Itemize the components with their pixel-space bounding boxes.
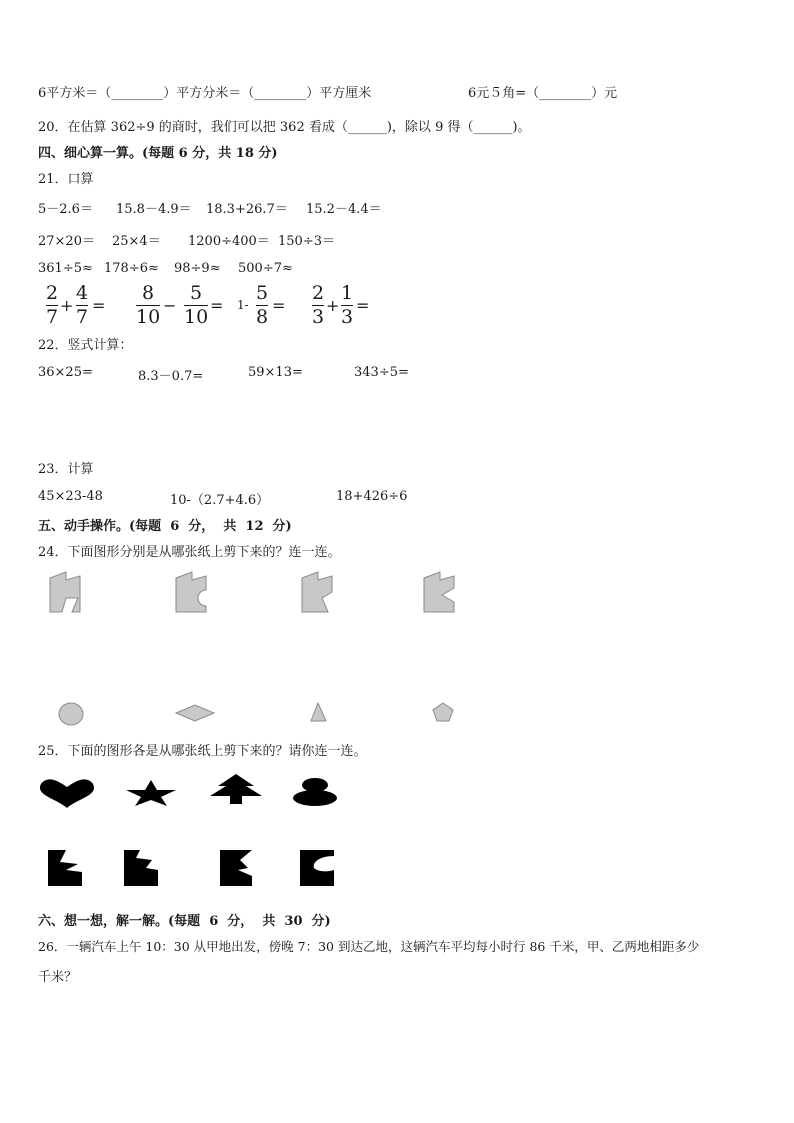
question-24: 24．下面图形分别是从哪张纸上剪下来的？连一连。 [38,545,341,560]
black-arrow-shape [206,772,266,806]
q21-row2-item3: 1200÷400＝ [188,234,270,249]
question-25: 25．下面的图形各是从哪张纸上剪下来的？请你连一连。 [38,744,367,759]
question-26-line2: 千米？ [38,970,78,985]
black-paper-curve-notch [298,848,336,888]
equals-sign: = [272,296,286,315]
q23-item3: 18+426÷6 [336,489,408,504]
fraction-8-10: 8 10 [136,282,161,328]
equals-sign: = [210,296,224,315]
q22-item2: 8.3－0.7= [138,369,204,384]
cut-paper-triangle-notch [298,568,338,616]
black-heart-shape [38,778,96,810]
q23-item1: 45×23-48 [38,489,103,504]
q22-item4: 343÷5= [354,365,409,380]
section-6-title: 六、想一想，解一解。(每题 6 分， 共 30 分) [38,914,331,929]
question-26-line1: 26．一辆汽车上午 10：30 从甲地出发，傍晚 7：30 到达乙地，这辆汽车平均每小时行 86 千米，甲、乙两地相距多少 [38,939,700,954]
q21-row2-item2: 25×4＝ [112,234,161,249]
q21-row2-item1: 27×20＝ [38,234,95,249]
black-star-shape [124,778,178,808]
q19-tail-area-conversion: 6平方米＝（________）平方分米＝（________）平方厘米 [38,86,372,101]
minus-sign: − [163,296,177,315]
gray-pentagon-shape [430,700,456,724]
plus-sign: + [60,296,74,315]
fraction-2-7: 2 7 [46,282,59,328]
fraction-5-8: 5 8 [256,282,269,328]
q21-row3-item4: 500÷7≈ [238,261,293,276]
black-paper-semicircle-notch [46,848,86,888]
one-minus: 1- [237,298,249,312]
cut-paper-circle-notch [172,568,212,616]
q19-tail-money-conversion: 6元５角=（________）元 [468,86,618,101]
q22-item3: 59×13= [248,365,303,380]
fraction-2-3: 2 3 [312,282,325,328]
q21-row1-item2: 15.8－4.9＝ [116,202,192,217]
fraction-5-10: 5 10 [184,282,209,328]
cut-paper-semicircle-notch [46,568,86,616]
equals-sign: = [92,296,106,315]
question-21-label: 21．口算 [38,172,94,187]
q21-row3-item1: 361÷5≈ [38,261,93,276]
equals-sign: = [356,296,370,315]
fraction-4-7: 4 7 [76,282,89,328]
black-paper-star-notch [218,848,258,888]
q21-row3-item2: 178÷6≈ [104,261,159,276]
section-5-title: 五、动手操作。(每题 6 分， 共 12 分) [38,519,292,534]
q21-row1-item1: 5－2.6＝ [38,202,93,217]
gray-triangle-shape [308,700,330,724]
fraction-1-3: 1 3 [341,282,354,328]
q23-item2: 10-（2.7+4.6） [170,493,270,508]
q22-item1: 36×25= [38,365,93,380]
gray-diamond-shape [174,702,216,724]
q21-row3-item3: 98÷9≈ [174,261,221,276]
q21-row1-item3: 18.3+26.7＝ [206,202,288,217]
question-20: 20．在估算 362÷9 的商时，我们可以把 362 看成（______)，除以 9 得（______)。 [38,120,531,135]
black-paper-zigzag-notch [122,848,162,888]
black-bowler-shape [290,776,340,808]
gray-circle-shape [56,700,88,728]
section-4-title: 四、细心算一算。(每题 6 分，共 18 分) [38,146,278,161]
q21-row1-item4: 15.2－4.4＝ [306,202,382,217]
question-23-label: 23．计算 [38,462,94,477]
plus-sign: + [326,296,340,315]
cut-paper-diamond-notch [420,568,460,616]
question-22-label: 22．竖式计算： [38,338,133,353]
q21-row2-item4: 150÷3＝ [278,234,335,249]
